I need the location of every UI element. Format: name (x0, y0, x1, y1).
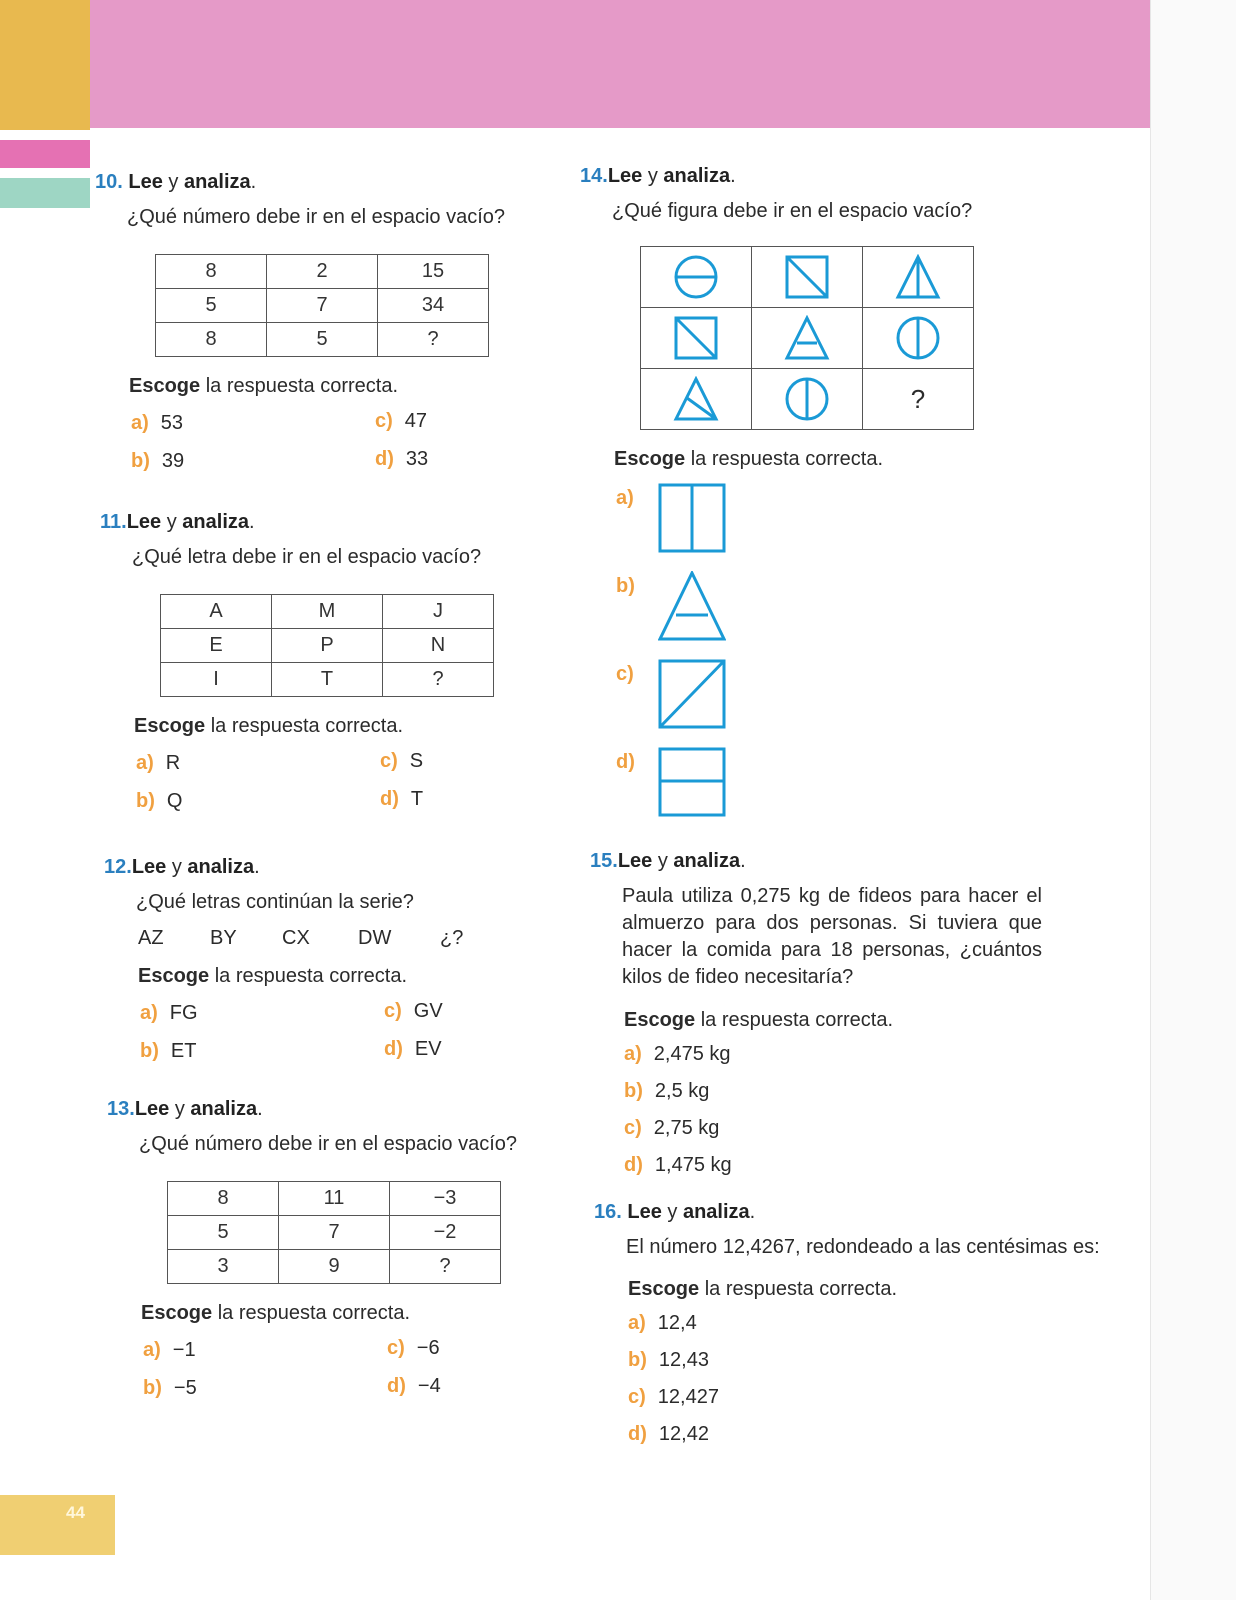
question-number: 11. (100, 511, 127, 533)
page-number-tab (0, 1495, 115, 1555)
option-d[interactable] (616, 747, 974, 835)
table-cell: A (161, 595, 272, 629)
series-item: CX (282, 927, 310, 949)
choose-instruction (134, 715, 494, 738)
table-cell: ? (378, 323, 489, 357)
lee-label: Lee (131, 856, 167, 878)
table-cell: I (161, 663, 272, 697)
figure-options (580, 483, 974, 835)
series-item: BY (210, 927, 237, 949)
question-heading (107, 1097, 517, 1121)
square-diagonal-icon (784, 254, 830, 300)
lee-label: Lee (134, 1098, 170, 1120)
option-d[interactable]: d) 1,475 kg (624, 1154, 732, 1176)
option-a[interactable]: a) R (136, 752, 181, 774)
option-text: 12,4 (657, 1312, 697, 1334)
choose-rest: la respuesta correcta. (200, 375, 399, 397)
question-14 (580, 164, 974, 835)
question-10 (95, 170, 505, 486)
table-cell: 5 (267, 323, 378, 357)
connector: y (169, 1098, 191, 1120)
question-number: 16. (594, 1201, 622, 1223)
option-c[interactable]: c) −6 (387, 1337, 440, 1359)
header-banner (90, 0, 1150, 128)
option-text: EV (414, 1038, 442, 1060)
options (143, 1333, 517, 1413)
connector: y (661, 1201, 683, 1223)
option-c[interactable]: c) 47 (375, 410, 428, 432)
option-letter: b) (616, 575, 635, 597)
table-cell: 8 (156, 255, 267, 289)
number-table (155, 254, 489, 357)
analiza-label: analiza (673, 850, 741, 872)
option-text: 1,475 kg (654, 1154, 732, 1176)
options (624, 1036, 1042, 1184)
grid-cell (863, 308, 974, 369)
lee-label: Lee (617, 850, 653, 872)
question-15 (590, 849, 1042, 1184)
table-cell: M (272, 595, 383, 629)
option-text: 47 (404, 410, 428, 432)
question-number: 13. (107, 1098, 135, 1120)
lee-label: Lee (126, 511, 162, 533)
option-d[interactable]: d) −4 (387, 1375, 441, 1397)
question-text: ¿Qué número debe ir en el espacio vacío? (139, 1133, 517, 1155)
choose-rest: la respuesta correcta. (209, 965, 408, 987)
period: . (740, 850, 746, 872)
table-cell: J (383, 595, 494, 629)
connector: y (642, 165, 664, 187)
grid-cell (641, 369, 752, 430)
question-text: ¿Qué letras continúan la serie? (136, 891, 414, 913)
option-text: T (410, 788, 424, 810)
option-text: 2,75 kg (653, 1117, 720, 1139)
option-text: −4 (417, 1375, 441, 1397)
option-c[interactable]: c) GV (384, 1000, 443, 1022)
grid-cell (752, 308, 863, 369)
question-13 (107, 1097, 517, 1413)
option-text: 12,427 (657, 1386, 719, 1408)
option-b[interactable]: b) 12,43 (628, 1349, 709, 1371)
figure-grid (640, 246, 974, 430)
option-text: −5 (173, 1377, 197, 1399)
table-cell: 3 (168, 1250, 279, 1284)
lee-label: Lee (128, 171, 163, 193)
option-a[interactable] (616, 483, 974, 571)
table-cell: ? (383, 663, 494, 697)
series-item: ¿? (440, 927, 464, 949)
choose-instruction (138, 965, 414, 988)
option-text: R (165, 752, 181, 774)
table-cell: 7 (267, 289, 378, 323)
analiza-label: analiza (663, 165, 731, 187)
option-a[interactable]: a) −1 (143, 1339, 196, 1361)
analiza-label: analiza (682, 1201, 750, 1223)
option-c[interactable]: c) 2,75 kg (624, 1117, 720, 1139)
rectangle-horizontal-line-icon (658, 747, 726, 817)
question-number: 15. (590, 850, 618, 872)
triangle-horizontal-line-icon (658, 571, 726, 641)
question-heading (100, 510, 494, 534)
option-text: 33 (405, 448, 429, 470)
question-heading (580, 164, 974, 188)
analiza-label: analiza (182, 511, 249, 533)
grid-cell (863, 247, 974, 308)
corner-yellow-strip (0, 0, 90, 130)
option-text: 39 (161, 450, 185, 472)
question-text: ¿Qué figura debe ir en el espacio vacío? (612, 200, 973, 222)
option-text: 12,42 (658, 1423, 709, 1445)
option-text: GV (413, 1000, 443, 1022)
choose-rest: la respuesta correcta. (205, 715, 404, 737)
table-cell: −2 (390, 1216, 501, 1250)
question-text: ¿Qué letra debe ir en el espacio vacío? (132, 546, 482, 568)
option-b[interactable]: b) −5 (143, 1377, 197, 1399)
grid-cell (752, 369, 863, 430)
grid-cell (641, 308, 752, 369)
option-b[interactable] (616, 571, 974, 659)
question-text: ¿Qué número debe ir en el espacio vacío? (127, 206, 505, 228)
choose-bold: Escoge (141, 1302, 213, 1324)
option-text: Q (166, 790, 183, 812)
page-number: 44 (66, 1503, 85, 1522)
question-11 (100, 510, 494, 826)
choose-rest: la respuesta correcta. (695, 1009, 894, 1031)
circle-vertical-line-icon (784, 376, 830, 422)
choose-instruction (614, 448, 974, 471)
question-number: 12. (104, 856, 132, 878)
option-text: 2,475 kg (653, 1043, 731, 1065)
choose-bold: Escoge (624, 1009, 696, 1031)
option-b[interactable]: b) 39 (131, 450, 185, 472)
pink-tab-strip (0, 140, 90, 168)
grid-cell (641, 247, 752, 308)
table-cell: 5 (156, 289, 267, 323)
options (131, 406, 505, 486)
analiza-label: analiza (190, 1098, 258, 1120)
question-text: El número 12,4267, redondeado a las centésimas es: (626, 1236, 1100, 1258)
lee-label: Lee (627, 1201, 662, 1223)
table-cell: 15 (378, 255, 489, 289)
choose-instruction (628, 1278, 1100, 1301)
options (140, 996, 443, 1076)
choose-rest: la respuesta correcta. (685, 448, 884, 470)
missing-figure-cell: ? (863, 369, 974, 430)
choose-instruction (624, 1009, 1042, 1032)
table-cell: 7 (279, 1216, 390, 1250)
choose-rest: la respuesta correcta. (699, 1278, 898, 1300)
options (136, 746, 494, 826)
option-b[interactable]: b) 2,5 kg (624, 1080, 710, 1102)
period: . (730, 165, 736, 187)
lee-label: Lee (607, 165, 643, 187)
letter-table (160, 594, 494, 697)
question-16 (594, 1200, 1100, 1453)
series-item: DW (358, 927, 392, 949)
table-cell: 9 (279, 1250, 390, 1284)
option-a[interactable]: a) 2,475 kg (624, 1043, 731, 1065)
circle-horizontal-line-icon (673, 254, 719, 300)
table-cell: T (272, 663, 383, 697)
choose-instruction (141, 1302, 517, 1325)
options (628, 1305, 1100, 1453)
table-cell: 11 (279, 1182, 390, 1216)
choose-instruction (129, 375, 505, 398)
square-diagonal-icon (658, 659, 726, 729)
table-cell: 2 (267, 255, 378, 289)
triangle-horizontal-line-icon (784, 315, 830, 361)
question-12 (104, 855, 464, 1076)
option-d[interactable]: d) 33 (375, 448, 429, 470)
square-diagonal-icon (673, 315, 719, 361)
option-d[interactable]: d) 12,42 (628, 1423, 709, 1445)
option-b[interactable]: b) Q (136, 790, 183, 812)
table-cell: 8 (168, 1182, 279, 1216)
option-text: S (409, 750, 424, 772)
grid-cell (752, 247, 863, 308)
option-d[interactable]: d) EV (384, 1038, 442, 1060)
connector: y (652, 850, 674, 872)
option-letter: c) (616, 663, 634, 685)
option-letter: a) (616, 487, 634, 509)
period: . (749, 1201, 756, 1223)
question-number: 10. (95, 171, 123, 193)
period: . (254, 856, 260, 878)
question-heading (594, 1200, 1100, 1224)
option-a[interactable]: a) FG (140, 1002, 198, 1024)
option-letter: d) (616, 751, 635, 773)
page-edge (1150, 0, 1236, 1600)
problem-text: Paula utiliza 0,275 kg de fideos para hacer el almuerzo para dos personas. Si tuviera que hacer la comida para 18 personas, ¿cuántos kilos de fideo necesitaría? (622, 885, 1042, 988)
triangle-vertical-line-icon (895, 254, 941, 300)
number-table (167, 1181, 501, 1284)
option-text: ET (170, 1040, 197, 1062)
choose-bold: Escoge (614, 448, 686, 470)
connector: y (161, 511, 183, 533)
choose-rest: la respuesta correcta. (212, 1302, 411, 1324)
option-d[interactable]: d) T (380, 788, 424, 810)
option-text: 12,43 (658, 1349, 709, 1371)
table-cell: 5 (168, 1216, 279, 1250)
table-cell: N (383, 629, 494, 663)
analiza-label: analiza (187, 856, 255, 878)
option-b[interactable]: b) ET (140, 1040, 197, 1062)
choose-bold: Escoge (134, 715, 206, 737)
choose-bold: Escoge (129, 375, 201, 397)
option-text: FG (169, 1002, 198, 1024)
question-heading (590, 849, 1042, 873)
option-text: 53 (160, 412, 184, 434)
table-cell: 8 (156, 323, 267, 357)
table-cell: P (272, 629, 383, 663)
period: . (250, 171, 257, 193)
option-text: −6 (416, 1337, 440, 1359)
series-item: AZ (138, 927, 164, 949)
period: . (249, 511, 255, 533)
letter-series (138, 927, 464, 957)
option-a[interactable]: a) 53 (131, 412, 184, 434)
option-c[interactable]: c) S (380, 750, 424, 772)
table-cell: −3 (390, 1182, 501, 1216)
connector: y (162, 171, 184, 193)
table-cell: ? (390, 1250, 501, 1284)
rectangle-vertical-line-icon (658, 483, 726, 553)
triangle-diagonal-line-icon (673, 376, 719, 422)
table-cell: E (161, 629, 272, 663)
period: . (257, 1098, 263, 1120)
option-c[interactable] (616, 659, 974, 747)
circle-vertical-line-icon (895, 315, 941, 361)
question-number: 14. (580, 165, 608, 187)
option-text: −1 (172, 1339, 196, 1361)
table-cell: 34 (378, 289, 489, 323)
connector: y (166, 856, 188, 878)
option-text: 2,5 kg (654, 1080, 710, 1102)
analiza-label: analiza (183, 171, 251, 193)
teal-tab-strip (0, 178, 90, 208)
question-heading (95, 170, 505, 194)
option-c[interactable]: c) 12,427 (628, 1386, 719, 1408)
choose-bold: Escoge (138, 965, 210, 987)
option-a[interactable]: a) 12,4 (628, 1312, 697, 1334)
choose-bold: Escoge (628, 1278, 700, 1300)
question-heading (104, 855, 414, 879)
